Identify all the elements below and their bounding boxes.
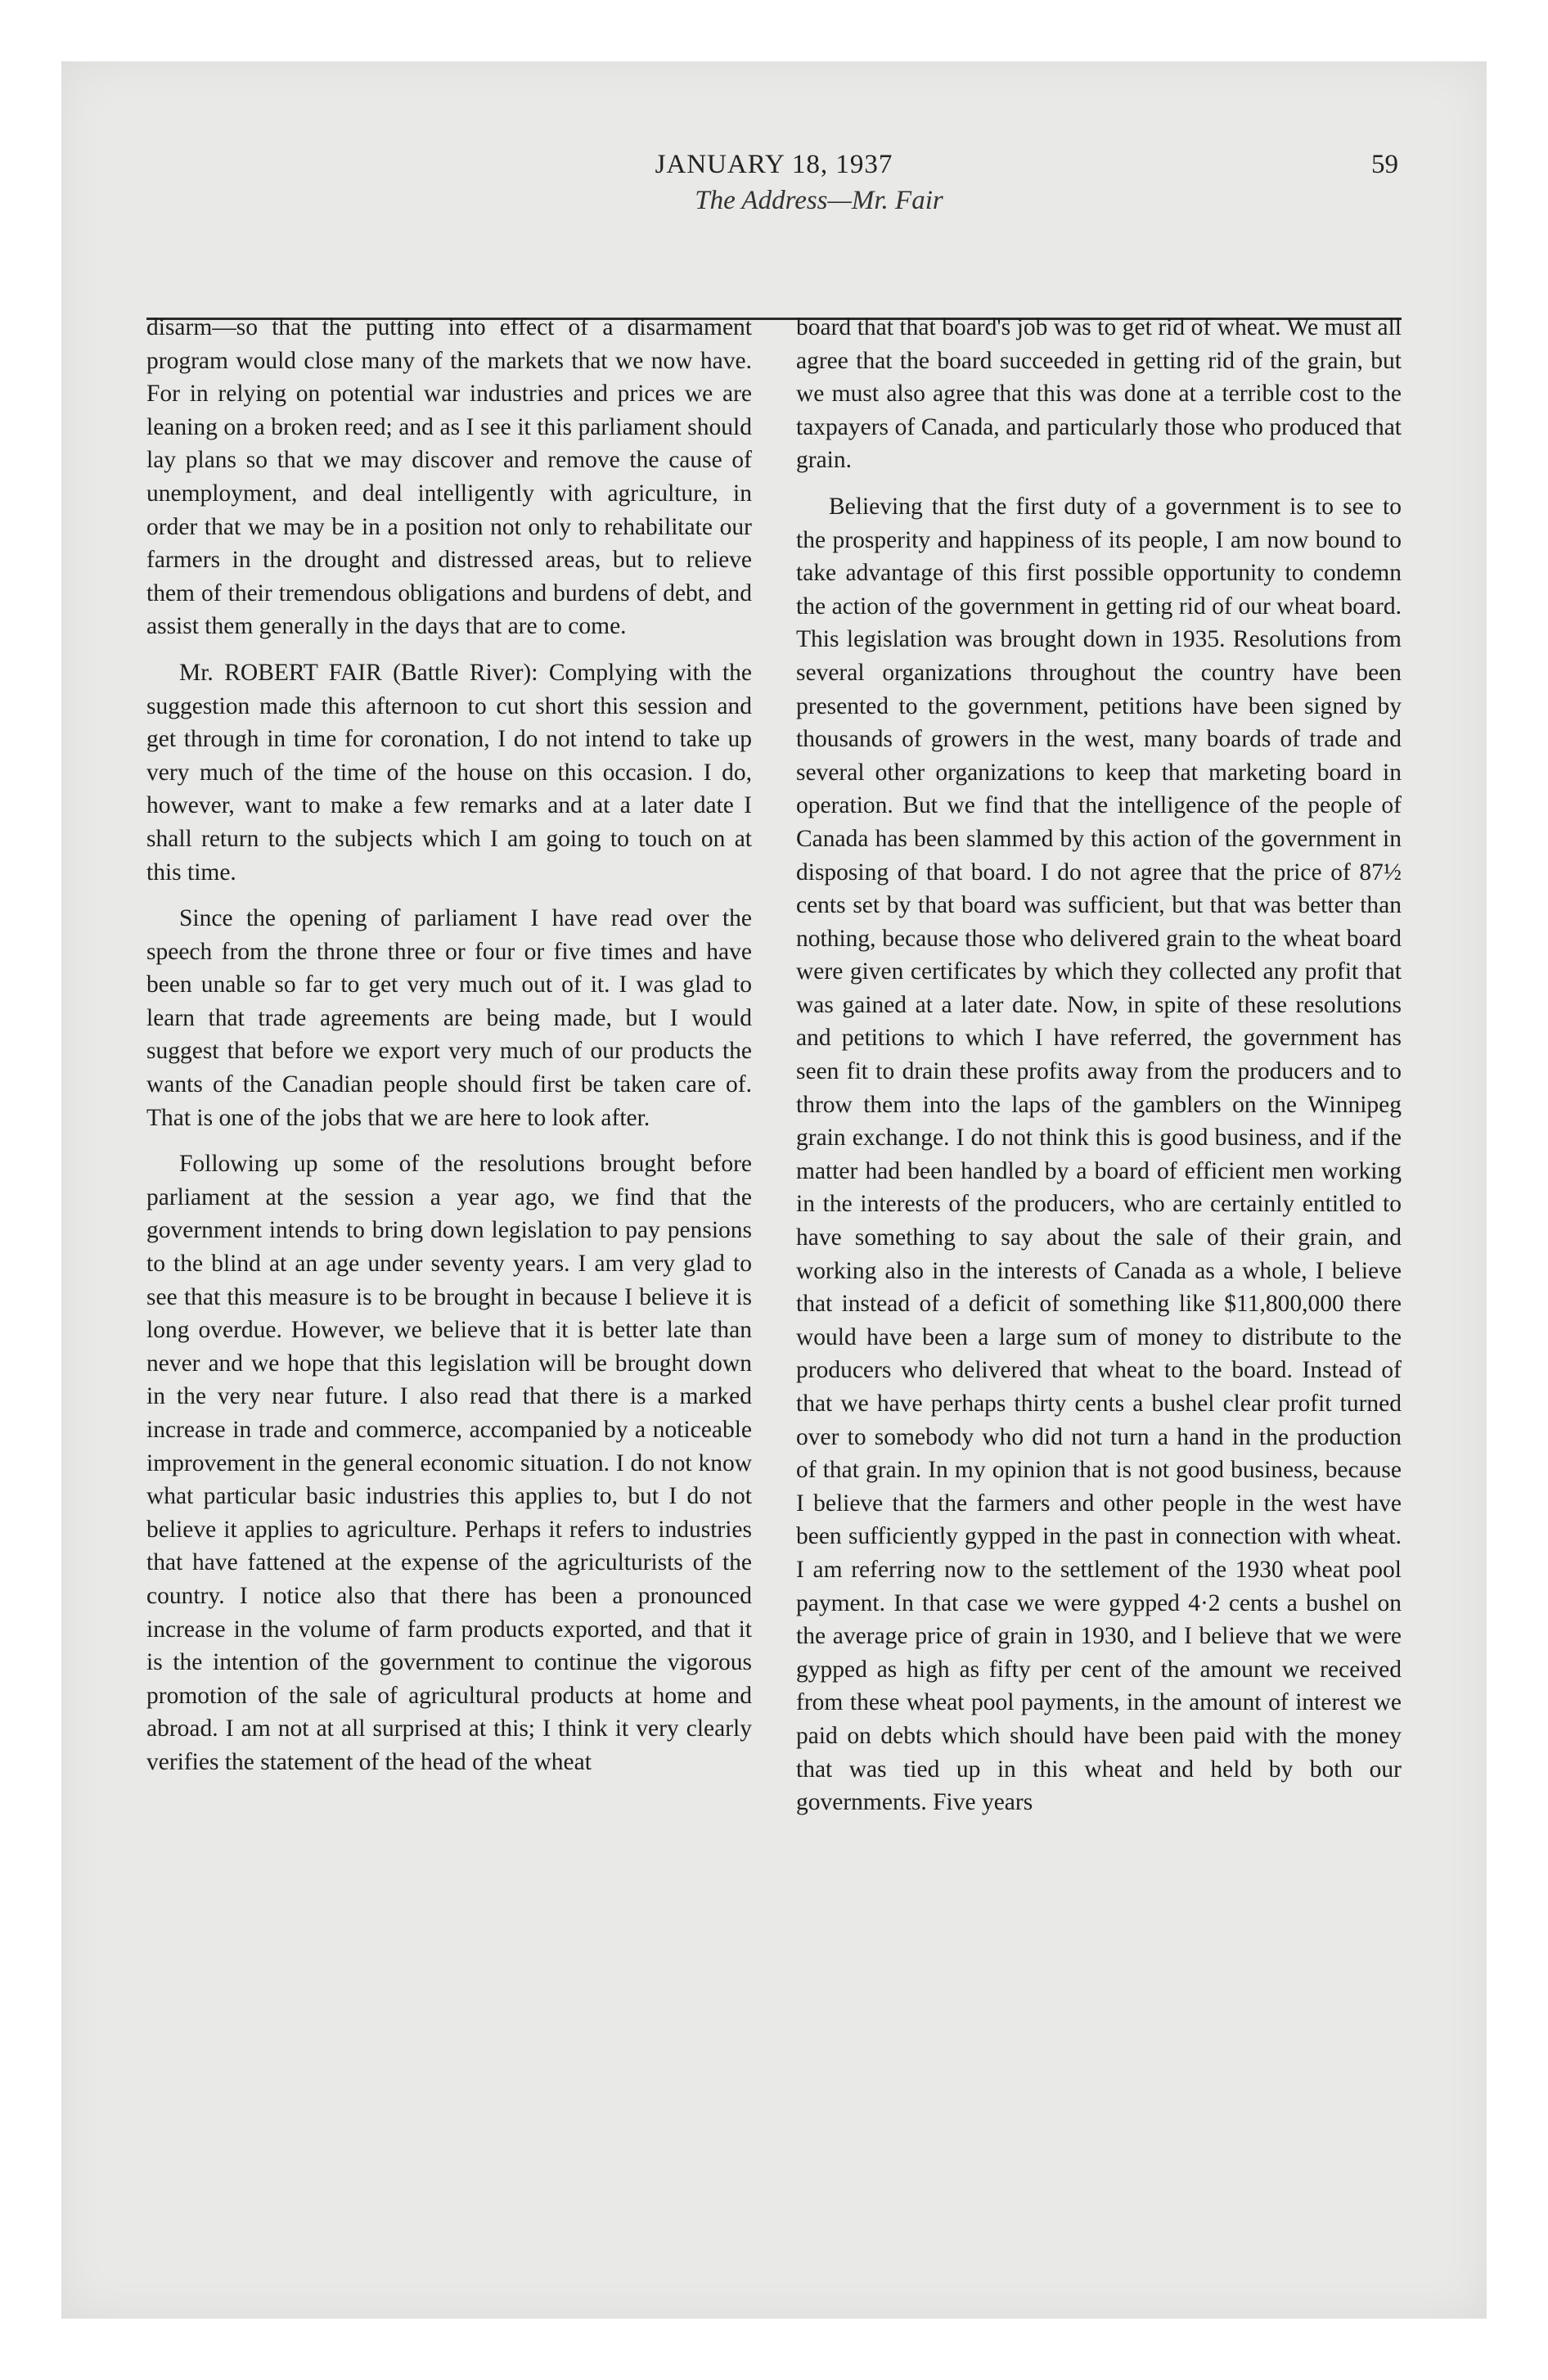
- scanned-page: [61, 61, 1487, 2319]
- right-column: [796, 311, 1402, 2226]
- paragraph: Since the opening of parliament I have read over the speech from the throne three or four or five times and have been unable so far to get very much out of it. I was glad to learn that trade agreements are being made, but I would suggest that before we export very much of our products the wants of the Canadian people should first be taken care of. That is one of the jobs that we are here to look after.: [146, 905, 752, 1131]
- page-number: 59: [1371, 150, 1398, 179]
- text-columns: [146, 311, 1402, 2226]
- paragraph: Mr. ROBERT FAIR (Battle River): Complying with the suggestion made this afternoon to cut short this session and get through in time for coronation, I do not intend to take up very much of the time of the house on this occasion. I do, however, want to make a few remarks and at a later date I shall return to the subjects which I am going to touch on at this time.: [146, 659, 752, 886]
- header-subtitle: The Address—Mr. Fair: [695, 186, 943, 215]
- paragraph: Believing that the first duty of a government is to see to the prosperity and happiness of its people, I am now bound to take advantage of this first possible opportunity to condemn the action of the government in getting rid of our wheat board. This legislation was brought down in 1935. Resolutions from several organizations throughout the country have been presented to the government, petitions have been signed by thousands of growers in the west, many boards of trade and several other organizations to keep that marketing board in operation. But we find that the intelligence of the people of Canada has been slammed by this action of the government in disposing of that board. I do not agree that the price of 87½ cents set by that board was sufficient, but that was better than nothing, because those who delivered grain to the wheat board were given certificates by which they collected any profit that was gained at a later date. Now, in spite of these resolutions and petitions to which I have referred, the government has seen fit to drain these profits away from the producers and to throw them into the laps of the gamblers on the Winnipeg grain exchange. I do not think this is good business, and if the matter had been handled by a board of efficient men working in the interests of the producers, who are certainly entitled to have something to say about the sale of their grain, and working also in the interests of Canada as a whole, I believe that instead of a deficit of something like $11,800,000 there would have been a large sum of money to distribute to the producers who delivered that wheat to the board. Instead of that we have perhaps thirty cents a bushel clear profit turned over to somebody who did not turn a hand in the production of that grain. In my opinion that is not good business, because I believe that the farmers and other people in the west have been sufficiently gypped in the past in connection with wheat. I am referring now to the settlement of the 1930 wheat pool payment. In that case we were gypped 4·2 cents a bushel on the average price of grain in 1930, and I believe that we were gypped as high as fifty per cent of the amount we received from these wheat pool payments, in the amount of interest we paid on debts which should have been paid with the money that was tied up in this wheat and held by both our governments. Five years: [796, 493, 1402, 1816]
- left-column: [146, 311, 752, 2226]
- header-date: JANUARY 18, 1937: [655, 150, 893, 179]
- paragraph: disarm—so that the putting into effect of a disarmament program would close many of the markets that we now have. For in relying on potential war industries and prices we are leaning on a broken reed; and as I see it this parliament should lay plans so that we may discover and remove the cause of unemployment, and deal intelligently with agriculture, in order that we may be in a position not only to rehabilitate our farmers in the drought and distressed areas, but to relieve them of their tremendous obligations and burdens of debt, and assist them generally in the days that are to come.: [146, 314, 752, 640]
- paragraph: board that that board's job was to get rid of wheat. We must all agree that the board succeeded in getting rid of the grain, but we must also agree that this was done at a terrible cost to the taxpayers of Canada, and particularly those who produced that grain.: [796, 314, 1402, 474]
- running-header: [61, 150, 1487, 273]
- paragraph: Following up some of the resolutions brought before parliament at the session a year ago, we find that the government intends to bring down legislation to pay pensions to the blind at an age under seventy years. I am very glad to see that this measure is to be brought in because I believe it is long overdue. However, we believe that it is better late than never and we hope that this legislation will be brought down in the very near future. I also read that there is a marked increase in trade and commerce, accompanied by a noticeable improvement in the general economic situation. I do not know what particular basic industries this applies to, but I do not believe it applies to agriculture. Perhaps it refers to industries that have fattened at the expense of the agriculturists of the country. I notice also that there has been a pronounced increase in the volume of farm products exported, and that it is the intention of the government to continue the vigorous promotion of the sale of agricultural products at home and abroad. I am not at all surprised at this; I think it very clearly verifies the statement of the head of the wheat: [146, 1151, 752, 1775]
